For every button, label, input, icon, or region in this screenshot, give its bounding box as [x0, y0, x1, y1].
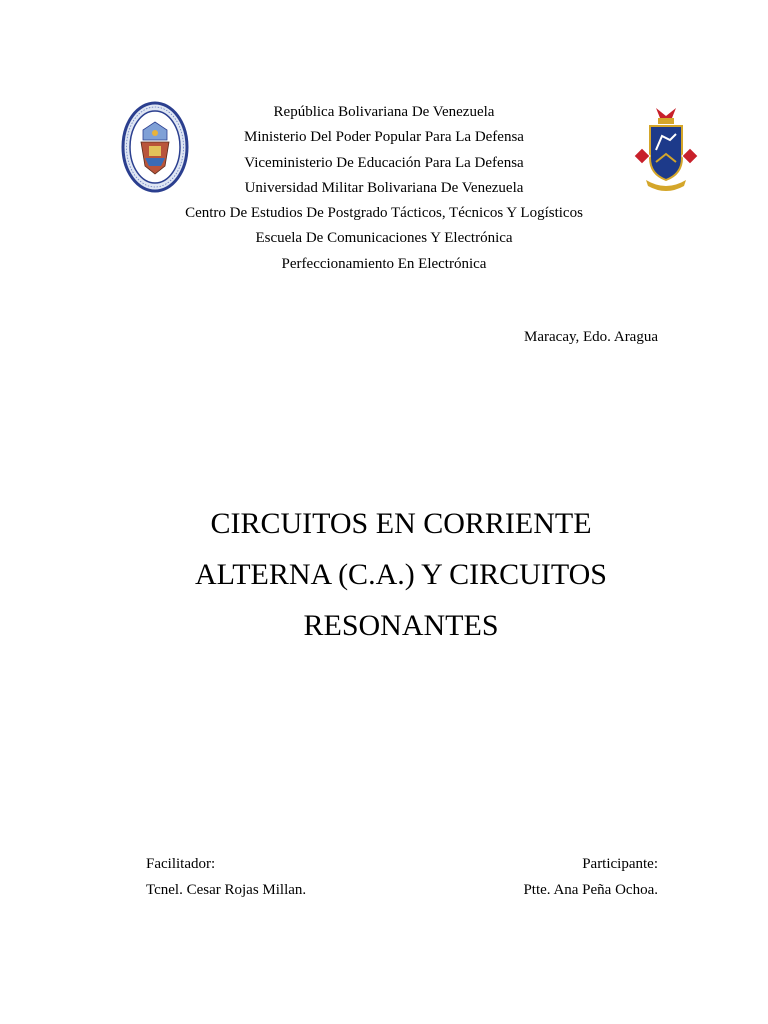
facilitator-label: Facilitador:: [146, 856, 216, 872]
title-line-2: ALTERNA (C.A.) Y CIRCUITOS: [195, 558, 607, 591]
header-line-university: Universidad Militar Bolivariana De Venezuela: [244, 179, 524, 196]
participant-label: Participante:: [582, 856, 658, 872]
location-text: Maracay, Edo. Aragua: [524, 329, 658, 345]
header-line-center: Centro De Estudios De Postgrado Tácticos, Técnicos Y Logísticos: [185, 205, 583, 222]
facilitator-block: [146, 851, 306, 903]
title-line-1: CIRCUITOS EN CORRIENTE: [210, 507, 592, 540]
header-line-school: Escuela De Comunicaciones Y Electrónica: [255, 230, 513, 247]
header-line-country: República Bolivariana De Venezuela: [273, 104, 495, 120]
facilitator-name: Tcnel. Cesar Rojas Millan.: [146, 882, 307, 898]
header-line-ministry: Ministerio Del Poder Popular Para La Defensa: [244, 129, 524, 146]
document-title: [0, 498, 768, 651]
participant-block: [523, 851, 658, 903]
title-line-3: RESONANTES: [303, 609, 499, 642]
header-line-viceministry: Viceministerio De Educación Para La Defensa: [244, 154, 524, 171]
header-line-program: Perfeccionamiento En Electrónica: [281, 255, 487, 272]
participant-name: Ptte. Ana Peña Ochoa.: [523, 882, 658, 898]
institution-header: [0, 100, 768, 277]
